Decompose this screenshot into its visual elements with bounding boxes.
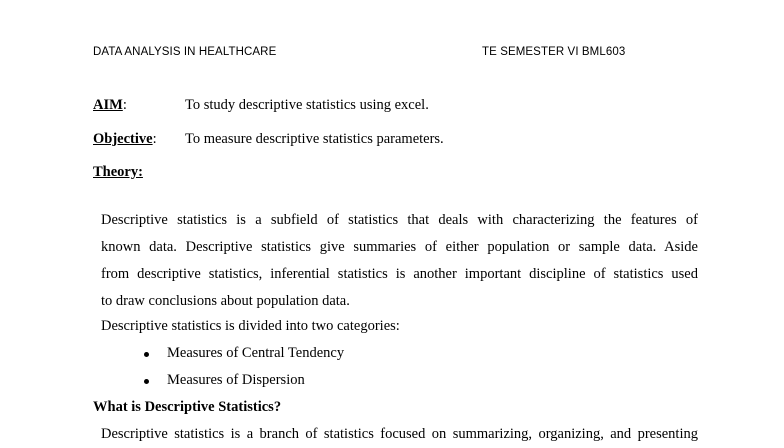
paragraph-line: Descriptive statistics is a branch of statistics focused on summarizing, organizing, and presenting <box>101 426 698 442</box>
aim-colon: : <box>122 97 127 113</box>
aim-label: AIM <box>93 97 123 113</box>
bullet-icon <box>144 379 149 384</box>
paragraph-line: Descriptive statistics is a subfield of statistics that deals with characterizing the features of <box>101 212 698 228</box>
paragraph-line: from descriptive statistics, inferential statistics is another important discipline of statistics used <box>101 266 698 282</box>
section-heading: What is Descriptive Statistics? <box>93 399 282 415</box>
theory-paragraph <box>101 207 698 315</box>
paragraph-line: to draw conclusions about population data. <box>101 293 350 309</box>
theory-heading: Theory: <box>93 164 143 180</box>
aim-text: To study descriptive statistics using excel. <box>185 97 429 113</box>
list-item-label: Measures of Central Tendency <box>167 345 345 361</box>
aim-row <box>93 97 429 114</box>
objective-colon: : <box>152 131 157 147</box>
paragraph-line: known data. Descriptive statistics give summaries of either population or sample data. Aside <box>101 239 698 255</box>
categories-intro: Descriptive statistics is divided into two categories: <box>101 318 400 334</box>
list-item-label: Measures of Dispersion <box>167 372 305 388</box>
objective-text: To measure descriptive statistics parameters. <box>185 131 444 147</box>
document-header-semester: TE SEMESTER VI BML603 <box>482 46 626 58</box>
objective-label: Objective <box>93 131 153 147</box>
theory-heading-row <box>93 164 143 181</box>
objective-row <box>93 131 444 148</box>
bullet-icon <box>144 352 149 357</box>
section-paragraph <box>101 421 698 448</box>
document-header-course: DATA ANALYSIS IN HEALTHCARE <box>93 46 277 58</box>
